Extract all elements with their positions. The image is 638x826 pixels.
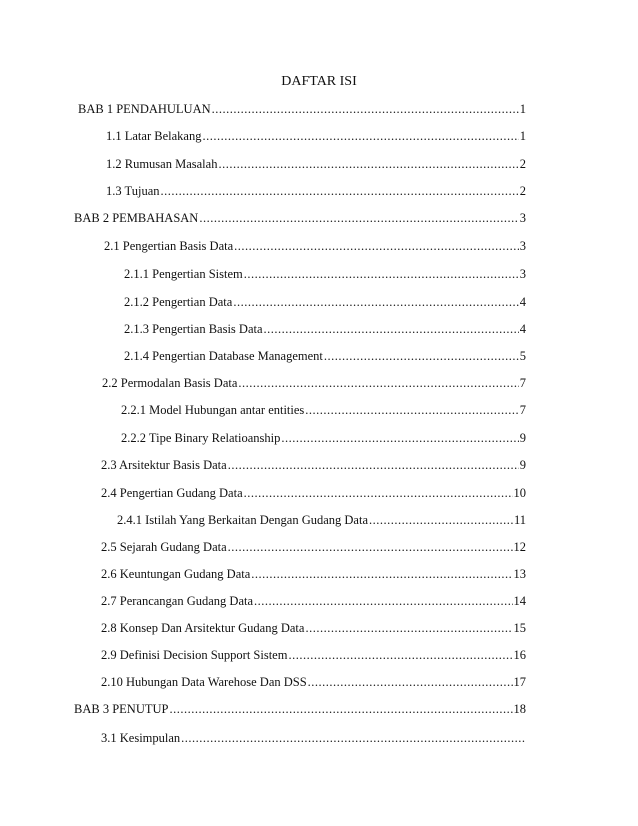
toc-entry[interactable] bbox=[74, 701, 526, 717]
dot-leader bbox=[369, 512, 513, 528]
toc-entry[interactable] bbox=[106, 183, 526, 199]
dot-leader bbox=[244, 266, 519, 282]
toc-entry-page: 7 bbox=[519, 403, 526, 417]
dot-leader bbox=[251, 566, 512, 582]
toc-entry-label: 2.4 Pengertian Gudang Data bbox=[101, 486, 243, 500]
toc-entry-label: 2.5 Sejarah Gudang Data bbox=[101, 540, 227, 554]
toc-entry-page: 4 bbox=[519, 322, 526, 336]
toc-entry-page: 17 bbox=[513, 675, 526, 689]
toc-entry-label: 3.1 Kesimpulan bbox=[101, 731, 181, 745]
dot-leader bbox=[228, 457, 519, 473]
toc-entry[interactable] bbox=[101, 457, 526, 473]
toc-entry-page: 9 bbox=[519, 458, 526, 472]
toc-entry-page: 5 bbox=[519, 349, 526, 363]
toc-entry-label: BAB 2 PEMBAHASAN bbox=[74, 211, 199, 225]
dot-leader bbox=[324, 348, 519, 364]
toc-entry[interactable] bbox=[124, 294, 526, 310]
toc-entry-label: 2.1.4 Pengertian Database Management bbox=[124, 349, 323, 363]
dot-leader bbox=[244, 485, 513, 501]
toc-entry[interactable] bbox=[101, 730, 526, 746]
dot-leader bbox=[212, 101, 519, 117]
toc-entry[interactable] bbox=[101, 566, 526, 582]
dot-leader bbox=[254, 593, 512, 609]
toc-entry[interactable] bbox=[101, 674, 526, 690]
toc-entry-label: 2.1.1 Pengertian Sistem bbox=[124, 267, 243, 281]
toc-entry[interactable] bbox=[102, 375, 526, 391]
toc-entry-label: 2.2.1 Model Hubungan antar entities bbox=[121, 403, 305, 417]
toc-entry[interactable] bbox=[117, 512, 526, 528]
toc-entry-page: 13 bbox=[513, 567, 526, 581]
dot-leader bbox=[228, 539, 513, 555]
dot-leader bbox=[202, 128, 518, 144]
dot-leader bbox=[199, 210, 518, 226]
toc-entry-label: 2.4.1 Istilah Yang Berkaitan Dengan Gudang Data bbox=[117, 513, 368, 527]
dot-leader bbox=[305, 620, 512, 636]
toc-entry[interactable] bbox=[121, 402, 526, 418]
toc-entry-label: 1.3 Tujuan bbox=[106, 184, 160, 198]
toc-entry-label: BAB 3 PENUTUP bbox=[74, 702, 169, 716]
toc-entry[interactable] bbox=[74, 210, 526, 226]
toc-entry-label: 2.9 Definisi Decision Support Sistem bbox=[101, 648, 288, 662]
toc-entry-label: 2.8 Konsep Dan Arsitektur Gudang Data bbox=[101, 621, 305, 635]
dot-leader bbox=[233, 294, 518, 310]
toc-entry-page: 9 bbox=[519, 431, 526, 445]
dot-leader bbox=[281, 430, 518, 446]
toc-entry-label: 2.3 Arsitektur Basis Data bbox=[101, 458, 227, 472]
dot-leader bbox=[305, 402, 518, 418]
dot-leader bbox=[264, 321, 519, 337]
toc-entry[interactable] bbox=[121, 430, 526, 446]
toc-entry-page: 2 bbox=[519, 157, 526, 171]
toc-entry-page: 3 bbox=[519, 267, 526, 281]
dot-leader bbox=[169, 701, 512, 717]
toc-entry-label: 1.2 Rumusan Masalah bbox=[106, 157, 218, 171]
toc-entry[interactable] bbox=[124, 321, 526, 337]
page-title: DAFTAR ISI bbox=[281, 74, 357, 89]
dot-leader bbox=[181, 730, 525, 746]
dot-leader bbox=[238, 375, 518, 391]
toc-entry-page: 18 bbox=[513, 702, 526, 716]
dot-leader bbox=[308, 674, 513, 690]
toc-entry-label: BAB 1 PENDAHULUAN bbox=[78, 102, 211, 116]
toc-entry-page: 7 bbox=[519, 376, 526, 390]
dot-leader bbox=[161, 183, 519, 199]
toc-entry-page: 1 bbox=[519, 129, 526, 143]
toc-entry-page: 12 bbox=[513, 540, 526, 554]
toc-entry-label: 2.6 Keuntungan Gudang Data bbox=[101, 567, 251, 581]
toc-entry-page: 4 bbox=[519, 295, 526, 309]
toc-entry-label: 2.1.2 Pengertian Data bbox=[124, 295, 233, 309]
toc-entry[interactable] bbox=[106, 128, 526, 144]
toc-entry-page: 11 bbox=[513, 513, 526, 527]
toc-entry[interactable] bbox=[78, 101, 526, 117]
toc-entry-page: 3 bbox=[519, 211, 526, 225]
toc-entry[interactable] bbox=[124, 348, 526, 364]
toc-entry[interactable] bbox=[104, 238, 526, 254]
toc-entry-label: 2.7 Perancangan Gudang Data bbox=[101, 594, 254, 608]
dot-leader bbox=[234, 238, 519, 254]
toc-entry[interactable] bbox=[101, 647, 526, 663]
toc-entry-label: 2.2 Permodalan Basis Data bbox=[102, 376, 238, 390]
toc-entry-label: 1.1 Latar Belakang bbox=[106, 129, 202, 143]
toc-entry-page: 14 bbox=[513, 594, 526, 608]
toc-entry[interactable] bbox=[101, 485, 526, 501]
dot-leader bbox=[288, 647, 512, 663]
toc-entry[interactable] bbox=[101, 620, 526, 636]
toc-entry-page: 15 bbox=[513, 621, 526, 635]
toc-entry-label: 2.1.3 Pengertian Basis Data bbox=[124, 322, 263, 336]
toc-entry-page: 10 bbox=[513, 486, 526, 500]
toc-entry-page: 2 bbox=[519, 184, 526, 198]
toc-entry-label: 2.10 Hubungan Data Warehose Dan DSS bbox=[101, 675, 307, 689]
toc-entry[interactable] bbox=[101, 593, 526, 609]
toc-entry-page: 16 bbox=[513, 648, 526, 662]
toc-entry[interactable] bbox=[106, 156, 526, 172]
toc-entry[interactable] bbox=[101, 539, 526, 555]
toc-entry-label: 2.2.2 Tipe Binary Relatioanship bbox=[121, 431, 281, 445]
toc-entry[interactable] bbox=[124, 266, 526, 282]
toc-entry-page: 3 bbox=[519, 239, 526, 253]
toc-entry-label: 2.1 Pengertian Basis Data bbox=[104, 239, 234, 253]
dot-leader bbox=[218, 156, 518, 172]
toc-entry-page: 1 bbox=[519, 102, 526, 116]
